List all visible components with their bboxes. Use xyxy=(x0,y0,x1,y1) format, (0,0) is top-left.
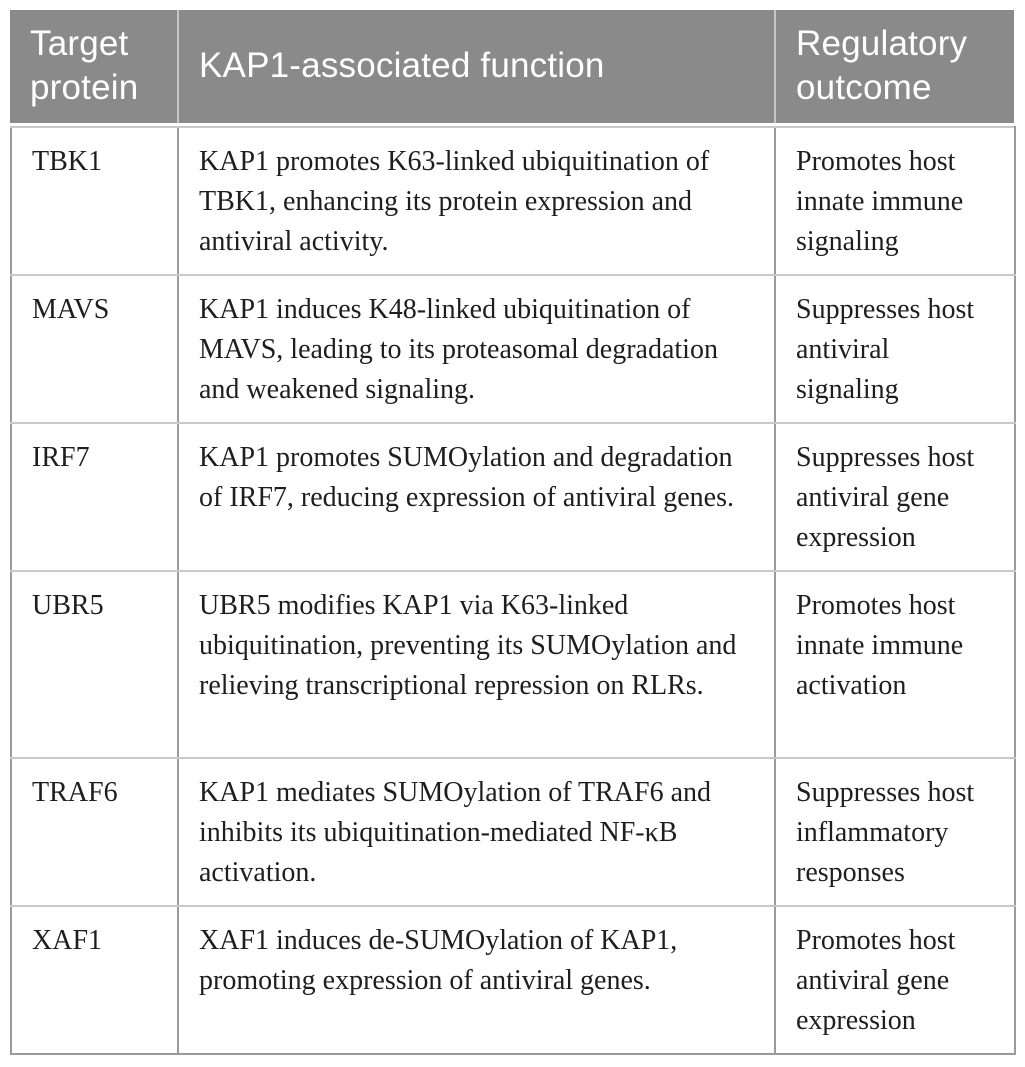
table-row-irf7 xyxy=(11,423,1015,571)
cell-function: KAP1 induces K48-linked ubiquitination of MAVS, leading to its proteasomal degradation and weakened signaling. xyxy=(178,275,775,423)
cell-function: XAF1 induces de-SUMOylation of KAP1, promoting expression of antiviral genes. xyxy=(178,906,775,1054)
cell-outcome: Suppresses host antiviral signaling xyxy=(775,275,1015,423)
cell-protein: IRF7 xyxy=(11,423,178,571)
header-target-protein: Target protein xyxy=(30,23,139,107)
header-regulatory-outcome: Regulatory outcome xyxy=(774,10,1014,123)
cell-protein: XAF1 xyxy=(11,906,178,1054)
cell-protein: UBR5 xyxy=(11,571,178,758)
cell-outcome: Suppresses host antiviral gene expression xyxy=(775,423,1015,571)
cell-outcome: Promotes host innate immune activation xyxy=(775,571,1015,758)
kap1-function-table xyxy=(10,10,1014,1055)
table-row-tbk1 xyxy=(11,127,1015,275)
cell-function: KAP1 promotes SUMOylation and degradation of IRF7, reducing expression of antiviral genes. xyxy=(178,423,775,571)
cell-outcome: Promotes host innate immune signaling xyxy=(775,127,1015,275)
cell-protein: TRAF6 xyxy=(11,758,178,906)
cell-outcome: Promotes host antiviral gene expression xyxy=(775,906,1015,1054)
table-row-mavs xyxy=(11,275,1015,423)
header-kap1-associated-function: KAP1-associated function xyxy=(177,10,774,123)
cell-protein: TBK1 xyxy=(11,127,178,275)
cell-function: KAP1 promotes K63-linked ubiquitination of TBK1, enhancing its protein expression and antiviral activity. xyxy=(178,127,775,275)
cell-function: UBR5 modifies KAP1 via K63-linked ubiquitination, preventing its SUMOylation and relieving transcriptional repression on RLRs. xyxy=(178,571,775,758)
table-body xyxy=(10,126,1016,1055)
table-row-ubr5 xyxy=(11,571,1015,758)
table-header-row xyxy=(10,10,1014,123)
table-row-traf6 xyxy=(11,758,1015,906)
cell-function: KAP1 mediates SUMOylation of TRAF6 and inhibits its ubiquitination-mediated NF-κB activation. xyxy=(178,758,775,906)
cell-outcome: Suppresses host inflammatory responses xyxy=(775,758,1015,906)
cell-protein: MAVS xyxy=(11,275,178,423)
table-row-xaf1 xyxy=(11,906,1015,1054)
